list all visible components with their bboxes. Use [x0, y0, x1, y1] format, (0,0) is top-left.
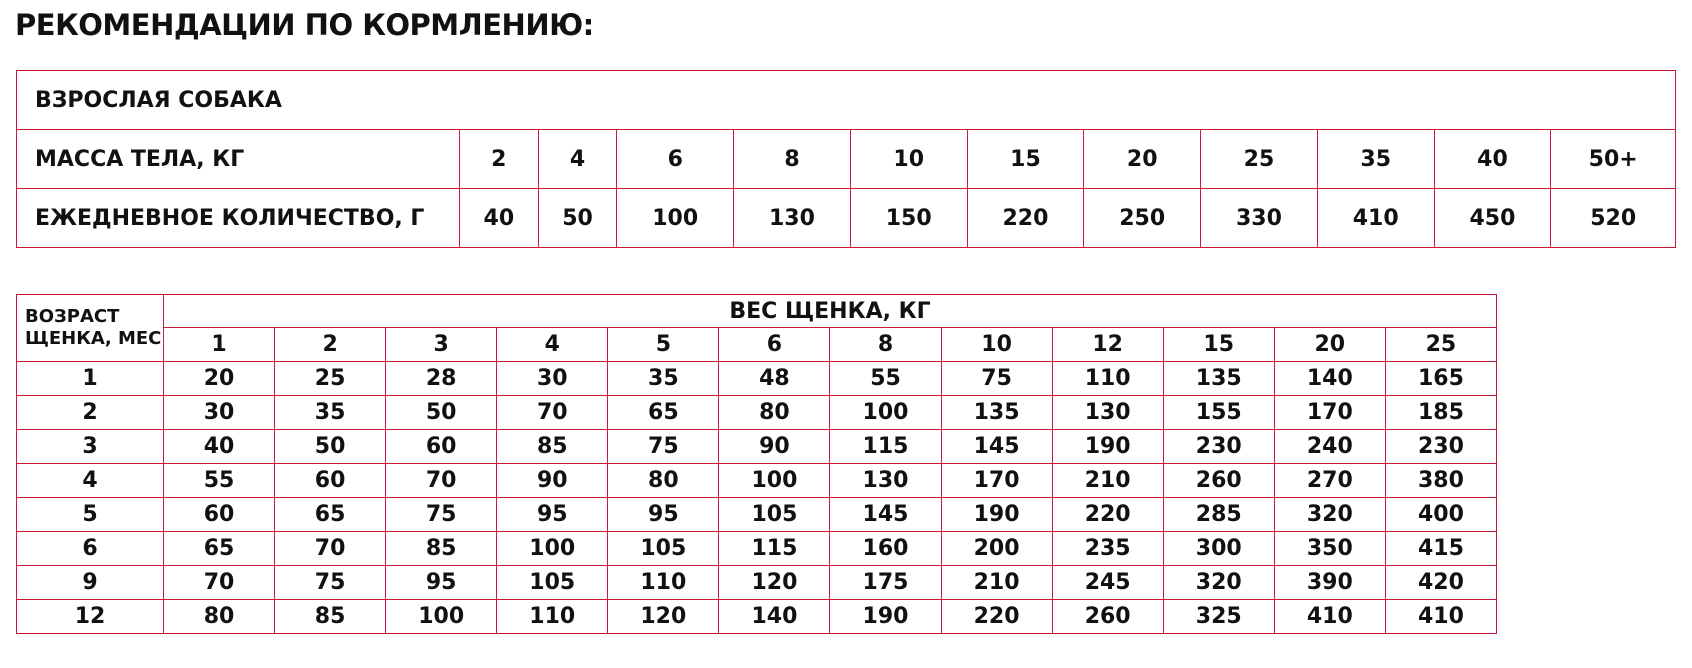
- puppy-weight-cell: 6: [719, 328, 830, 362]
- adult-dog-feeding-table: [16, 70, 1676, 248]
- puppy-feeding-table: [16, 294, 1497, 634]
- puppy-weight-header: ВЕС ЩЕНКА, КГ: [164, 295, 1497, 328]
- puppy-weight-cell: 25: [1385, 328, 1496, 362]
- puppy-amount-cell: 175: [830, 566, 941, 600]
- puppy-amount-cell: 105: [497, 566, 608, 600]
- puppy-amount-cell: 50: [386, 396, 497, 430]
- body-mass-row: [17, 130, 1676, 189]
- puppy-amount-cell: 30: [497, 362, 608, 396]
- puppy-weight-cell: 10: [941, 328, 1052, 362]
- puppy-amount-cell: 135: [1163, 362, 1274, 396]
- daily-amount-cell: 450: [1434, 189, 1551, 248]
- puppy-amount-cell: 410: [1385, 600, 1496, 634]
- puppy-weight-cell: 20: [1274, 328, 1385, 362]
- puppy-amount-cell: 65: [164, 532, 275, 566]
- puppy-amount-cell: 75: [386, 498, 497, 532]
- puppy-amount-cell: 80: [608, 464, 719, 498]
- puppy-amount-cell: 190: [830, 600, 941, 634]
- body-mass-cell: 4: [538, 130, 617, 189]
- daily-amount-cell: 250: [1084, 189, 1201, 248]
- puppy-amount-cell: 380: [1385, 464, 1496, 498]
- puppy-amount-cell: 105: [608, 532, 719, 566]
- puppy-amount-cell: 95: [386, 566, 497, 600]
- puppy-amount-cell: 115: [830, 430, 941, 464]
- puppy-amount-cell: 90: [497, 464, 608, 498]
- puppy-amount-cell: 30: [164, 396, 275, 430]
- body-mass-cell: 6: [617, 130, 734, 189]
- adult-caption-row: [17, 71, 1676, 130]
- puppy-amount-cell: 135: [941, 396, 1052, 430]
- puppy-amount-cell: 170: [1274, 396, 1385, 430]
- puppy-amount-cell: 140: [1274, 362, 1385, 396]
- daily-amount-cell: 520: [1551, 189, 1676, 248]
- puppy-amount-cell: 145: [941, 430, 1052, 464]
- table-row: [17, 532, 1497, 566]
- table-row: [17, 498, 1497, 532]
- puppy-age-header: ВОЗРАСТ ЩЕНКА, МЕС: [17, 295, 164, 362]
- body-mass-cell: 20: [1084, 130, 1201, 189]
- body-mass-cell: 40: [1434, 130, 1551, 189]
- table-row: [17, 600, 1497, 634]
- puppy-amount-cell: 220: [941, 600, 1052, 634]
- puppy-amount-cell: 110: [497, 600, 608, 634]
- puppy-amount-cell: 210: [1052, 464, 1163, 498]
- puppy-amount-cell: 390: [1274, 566, 1385, 600]
- puppy-amount-cell: 25: [275, 362, 386, 396]
- puppy-amount-cell: 110: [1052, 362, 1163, 396]
- puppy-amount-cell: 70: [497, 396, 608, 430]
- puppy-amount-cell: 165: [1385, 362, 1496, 396]
- puppy-amount-cell: 185: [1385, 396, 1496, 430]
- puppy-amount-cell: 420: [1385, 566, 1496, 600]
- puppy-amount-cell: 210: [941, 566, 1052, 600]
- puppy-age-cell: 6: [17, 532, 164, 566]
- puppy-amount-cell: 100: [497, 532, 608, 566]
- puppy-amount-cell: 270: [1274, 464, 1385, 498]
- puppy-amount-cell: 80: [164, 600, 275, 634]
- puppy-amount-cell: 95: [497, 498, 608, 532]
- puppy-weight-cell: 12: [1052, 328, 1163, 362]
- puppy-amount-cell: 65: [608, 396, 719, 430]
- daily-amount-cell: 40: [460, 189, 539, 248]
- puppy-age-cell: 2: [17, 396, 164, 430]
- puppy-amount-cell: 110: [608, 566, 719, 600]
- body-mass-cell: 15: [967, 130, 1084, 189]
- puppy-weight-cell: 5: [608, 328, 719, 362]
- puppy-amount-cell: 220: [1052, 498, 1163, 532]
- puppy-weight-cell: 4: [497, 328, 608, 362]
- puppy-amount-cell: 235: [1052, 532, 1163, 566]
- puppy-amount-cell: 200: [941, 532, 1052, 566]
- table-row: [17, 430, 1497, 464]
- puppy-age-cell: 4: [17, 464, 164, 498]
- puppy-amount-cell: 300: [1163, 532, 1274, 566]
- puppy-age-cell: 9: [17, 566, 164, 600]
- puppy-amount-cell: 130: [1052, 396, 1163, 430]
- puppy-amount-cell: 115: [719, 532, 830, 566]
- daily-amount-cell: 410: [1317, 189, 1434, 248]
- puppy-amount-cell: 240: [1274, 430, 1385, 464]
- body-mass-cell: 10: [850, 130, 967, 189]
- daily-amount-cell: 220: [967, 189, 1084, 248]
- puppy-amount-cell: 35: [275, 396, 386, 430]
- daily-amount-label: ЕЖЕДНЕВНОЕ КОЛИЧЕСТВО, Г: [17, 189, 460, 248]
- puppy-amount-cell: 415: [1385, 532, 1496, 566]
- body-mass-cell: 50+: [1551, 130, 1676, 189]
- puppy-age-cell: 1: [17, 362, 164, 396]
- puppy-age-cell: 3: [17, 430, 164, 464]
- puppy-amount-cell: 28: [386, 362, 497, 396]
- puppy-amount-cell: 320: [1274, 498, 1385, 532]
- puppy-amount-cell: 260: [1163, 464, 1274, 498]
- puppy-amount-cell: 350: [1274, 532, 1385, 566]
- puppy-amount-cell: 285: [1163, 498, 1274, 532]
- puppy-weight-cell: 3: [386, 328, 497, 362]
- puppy-amount-cell: 230: [1385, 430, 1496, 464]
- puppy-amount-cell: 400: [1385, 498, 1496, 532]
- puppy-amount-cell: 75: [608, 430, 719, 464]
- puppy-amount-cell: 90: [719, 430, 830, 464]
- puppy-amount-cell: 100: [830, 396, 941, 430]
- puppy-amount-cell: 160: [830, 532, 941, 566]
- puppy-weight-cell: 2: [275, 328, 386, 362]
- puppy-amount-cell: 35: [608, 362, 719, 396]
- puppy-amount-cell: 85: [497, 430, 608, 464]
- body-mass-cell: 25: [1201, 130, 1318, 189]
- puppy-amount-cell: 55: [164, 464, 275, 498]
- daily-amount-cell: 150: [850, 189, 967, 248]
- puppy-age-cell: 5: [17, 498, 164, 532]
- table-row: [17, 396, 1497, 430]
- puppy-amount-cell: 20: [164, 362, 275, 396]
- daily-amount-cell: 130: [734, 189, 851, 248]
- puppy-weights-row: [17, 328, 1497, 362]
- puppy-amount-cell: 95: [608, 498, 719, 532]
- puppy-amount-cell: 245: [1052, 566, 1163, 600]
- puppy-amount-cell: 120: [719, 566, 830, 600]
- daily-amount-cell: 50: [538, 189, 617, 248]
- page-title: РЕКОМЕНДАЦИИ ПО КОРМЛЕНИЮ:: [15, 8, 594, 42]
- puppy-amount-cell: 410: [1274, 600, 1385, 634]
- table-row: [17, 566, 1497, 600]
- puppy-amount-cell: 260: [1052, 600, 1163, 634]
- puppy-amount-cell: 40: [164, 430, 275, 464]
- puppy-amount-cell: 50: [275, 430, 386, 464]
- puppy-weight-cell: 15: [1163, 328, 1274, 362]
- body-mass-cell: 8: [734, 130, 851, 189]
- puppy-amount-cell: 60: [275, 464, 386, 498]
- puppy-amount-cell: 70: [275, 532, 386, 566]
- body-mass-cell: 2: [460, 130, 539, 189]
- puppy-amount-cell: 190: [1052, 430, 1163, 464]
- puppy-amount-cell: 230: [1163, 430, 1274, 464]
- puppy-amount-cell: 100: [386, 600, 497, 634]
- puppy-amount-cell: 48: [719, 362, 830, 396]
- puppy-amount-cell: 85: [275, 600, 386, 634]
- puppy-amount-cell: 145: [830, 498, 941, 532]
- puppy-amount-cell: 100: [719, 464, 830, 498]
- body-mass-label: МАССА ТЕЛА, КГ: [17, 130, 460, 189]
- puppy-age-cell: 12: [17, 600, 164, 634]
- puppy-amount-cell: 85: [386, 532, 497, 566]
- daily-amount-cell: 100: [617, 189, 734, 248]
- puppy-amount-cell: 105: [719, 498, 830, 532]
- daily-amount-row: [17, 189, 1676, 248]
- puppy-weight-cell: 8: [830, 328, 941, 362]
- puppy-amount-cell: 170: [941, 464, 1052, 498]
- puppy-amount-cell: 60: [386, 430, 497, 464]
- table-row: [17, 464, 1497, 498]
- table-row: [17, 362, 1497, 396]
- puppy-amount-cell: 325: [1163, 600, 1274, 634]
- puppy-weight-cell: 1: [164, 328, 275, 362]
- puppy-amount-cell: 140: [719, 600, 830, 634]
- puppy-amount-cell: 130: [830, 464, 941, 498]
- puppy-amount-cell: 155: [1163, 396, 1274, 430]
- puppy-amount-cell: 320: [1163, 566, 1274, 600]
- puppy-amount-cell: 65: [275, 498, 386, 532]
- puppy-header-row: [17, 295, 1497, 328]
- puppy-amount-cell: 70: [164, 566, 275, 600]
- puppy-amount-cell: 60: [164, 498, 275, 532]
- puppy-amount-cell: 120: [608, 600, 719, 634]
- puppy-amount-cell: 70: [386, 464, 497, 498]
- daily-amount-cell: 330: [1201, 189, 1318, 248]
- puppy-amount-cell: 75: [941, 362, 1052, 396]
- adult-caption: ВЗРОСЛАЯ СОБАКА: [17, 71, 1676, 130]
- puppy-amount-cell: 190: [941, 498, 1052, 532]
- puppy-amount-cell: 75: [275, 566, 386, 600]
- body-mass-cell: 35: [1317, 130, 1434, 189]
- puppy-amount-cell: 55: [830, 362, 941, 396]
- puppy-amount-cell: 80: [719, 396, 830, 430]
